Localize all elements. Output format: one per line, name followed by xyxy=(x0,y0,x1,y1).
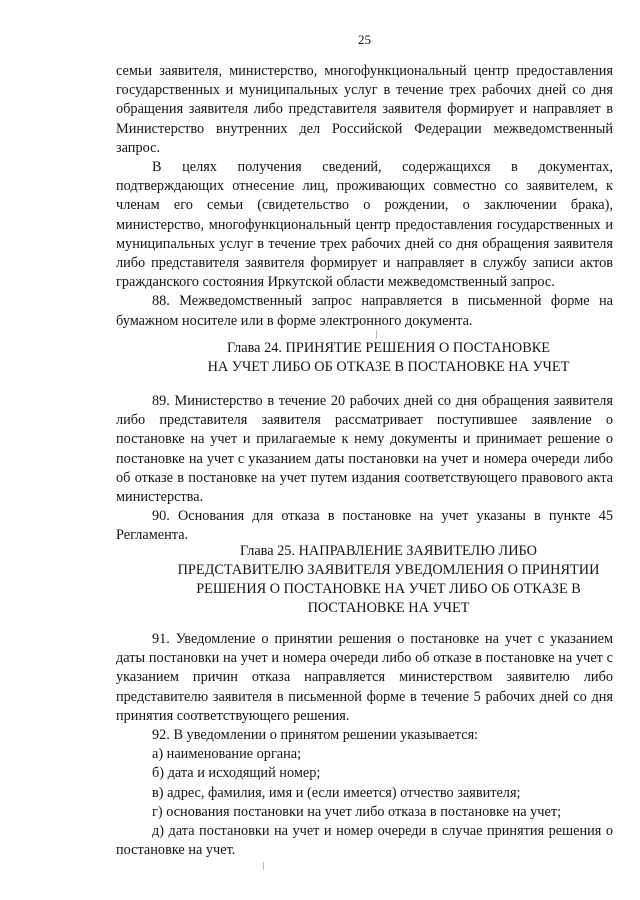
scan-artifact xyxy=(263,862,264,870)
chapter-25-heading xyxy=(116,542,613,618)
chapter-24-heading xyxy=(116,339,613,377)
paragraph-91: 91. Уведомление о принятии решения о постановке на учет с указанием даты постановки на учет и номера очереди либо об отказе в постановке на учет с указанием причин отказа направляется министерством заявителю либо представителю заявителя в письменной форме в течение 5 рабочих дней со дня принятия соответствующего решения. xyxy=(116,631,613,724)
chapter-heading-line: Глава 25. НАПРАВЛЕНИЕ ЗАЯВИТЕЛЮ ЛИБО xyxy=(240,543,537,559)
page-number: 25 xyxy=(358,32,371,47)
chapter-heading xyxy=(116,542,613,618)
chapter-heading-line: ПОСТАНОВКЕ НА УЧЕТ xyxy=(307,600,470,616)
paragraph-89: 89. Министерство в течение 20 рабочих дней со дня обращения заявителя либо представителя заявителя рассматривает поступившее заявление о постановке на учет и прилагаемые к нему документы и принимает решение о постановке на учет с указанием даты постановки на учет и номера очереди либо об отказе в постановке на учет путем издания соответствующего правового акта министерства. xyxy=(116,393,613,506)
chapter-heading-line: Глава 24. ПРИНЯТИЕ РЕШЕНИЯ О ПОСТАНОВКЕ xyxy=(226,340,551,356)
list-item: в) адрес, фамилия, имя и (если имеется) отчество заявителя; xyxy=(152,784,521,801)
section-top xyxy=(116,62,613,331)
chapter-heading-line: НА УЧЕТ ЛИБО ОБ ОТКАЗЕ В ПОСТАНОВКЕ НА УЧЕТ xyxy=(207,359,570,375)
paragraph-88: 88. Межведомственный запрос направляется в письменной форме на бумажном носителе или в форме электронного документа. xyxy=(116,293,613,329)
list-item: д) дата постановки на учет и номер очереди в случае принятия решения о постановке на учет. xyxy=(116,823,613,859)
paragraph-92: 92. В уведомлении о принятом решении указывается: xyxy=(152,727,479,744)
chapter-heading-line: ПРЕДСТАВИТЕЛЮ ЗАЯВИТЕЛЯ УВЕДОМЛЕНИЯ О ПРИНЯТИИ xyxy=(177,562,600,578)
scan-artifact xyxy=(376,330,377,339)
list-item: а) наименование органа; xyxy=(152,746,302,763)
chapter-24-body xyxy=(116,392,613,546)
list-item: б) дата и исходящий номер; xyxy=(152,765,321,782)
chapter-25-body xyxy=(116,630,613,860)
list-item: г) основания постановки на учет либо отказа в постановке на учет; xyxy=(152,803,562,820)
paragraph-continuation: семьи заявителя, министерство, многофункциональный центр предоставления государственных и муниципальных услуг в течение трех рабочих дней со дня обращения заявителя либо представителя заявителя формирует и направляет в Министерство внутренних дел Российской Федерации межведомственный запрос. xyxy=(116,63,613,156)
chapter-heading xyxy=(116,339,613,377)
paragraph-civil-registry-request: В целях получения сведений, содержащихся в документах, подтверждающих отнесение лиц, проживающих совместно со заявителем, к членам его семьи (свидетельство о рождении, о заключении брака), министерство, многофункциональный центр предоставления государственных и муниципальных услуг в течение трех рабочих дней со дня обращения заявителя либо представителя заявителя формирует и направляет в службу записи актов гражданского состояния Иркутской области межведомственный запрос. xyxy=(116,159,613,291)
paragraph-90: 90. Основания для отказа в постановке на учет указаны в пункте 45 Регламента. xyxy=(116,508,613,544)
chapter-heading-line: РЕШЕНИЯ О ПОСТАНОВКЕ НА УЧЕТ ЛИБО ОБ ОТКАЗЕ В xyxy=(196,581,581,597)
